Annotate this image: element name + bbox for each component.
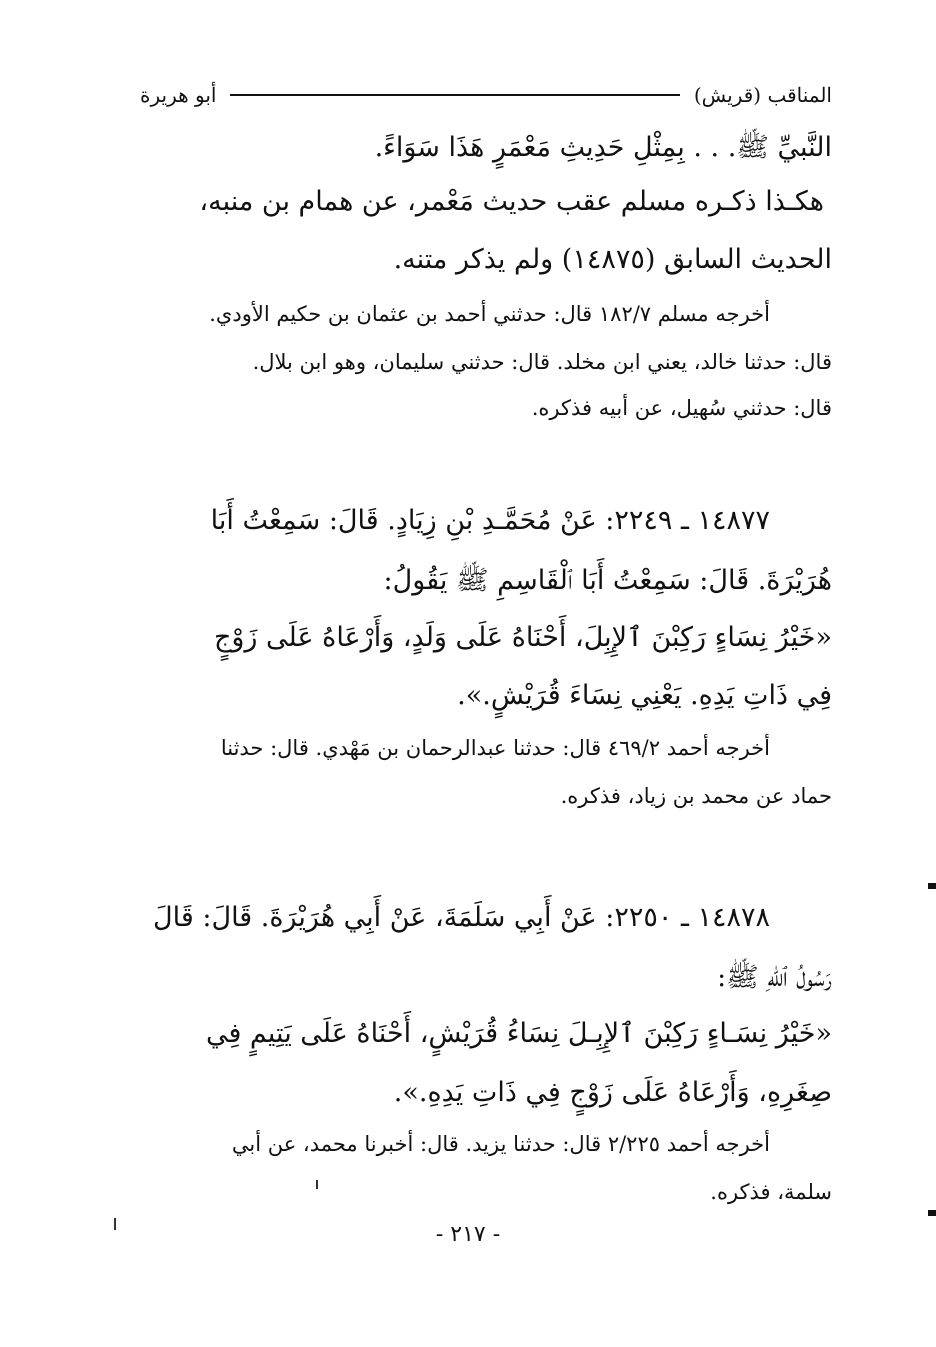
text-line: صِغَرِهِ، وَأَرْعَاهُ عَلَى زَوْجٍ فِي ذَاتِ يَدِهِ.».	[393, 1077, 832, 1108]
scan-speck	[316, 1180, 318, 1189]
footnote-line: أخرجه أحمد ٤٦٩/٢ قال: حدثنا عبدالرحمان بن مَهْدي. قال: حدثنا	[220, 736, 770, 760]
header-section-title: المناقب (قريش)	[693, 83, 832, 107]
running-header	[140, 78, 832, 112]
scan-edge-mark	[928, 1210, 936, 1216]
footnote-line: أخرجه أحمد ٢/٢٢٥ قال: حدثنا يزيد. قال: أخبرنا محمد، عن أبي	[231, 1132, 770, 1156]
header-narrator: أبو هريرة	[140, 83, 217, 107]
header-rule	[230, 94, 679, 96]
footnote-line: قال: حدثني سُهيل، عن أبيه فذكره.	[531, 396, 832, 420]
text-line: رَسُولُ ٱللهِ ﷺ:	[717, 962, 832, 993]
footnote-line: أخرجه مسلم ١٨٢/٧ قال: حدثني أحمد بن عثمان بن حكيم الأودي.	[209, 302, 770, 326]
hadith-heading-line: ١٤٨٧٨ ـ ٢٢٥٠: عَنْ أَبِي سَلَمَةَ، عَنْ أَبِي هُرَيْرَةَ. قَالَ: قَالَ	[153, 902, 770, 933]
footnote-line: قال: حدثنا خالد، يعني ابن مخلد. قال: حدثني سليمان، وهو ابن بلال.	[252, 350, 832, 374]
text-line: الحديث السابق (١٤٨٧٥) ولم يذكر متنه.	[393, 244, 832, 275]
scan-speck	[114, 1218, 116, 1230]
page-number: - ٢١٧ -	[435, 1222, 501, 1247]
text-line: «خَيْرُ نِسَـاءٍ رَكِبْنَ ٱلإِبِـلَ نِسَاءُ قُرَيْشٍ، أَحْنَاهُ عَلَى يَتِيمٍ فِي	[205, 1018, 832, 1049]
text-line: «خَيْرُ نِسَاءٍ رَكِبْنَ ٱلإِبِلَ، أَحْنَاهُ عَلَى وَلَدٍ، وَأَرْعَاهُ عَلَى زَوْجٍ	[213, 622, 832, 653]
footnote-line: سلمة، فذكره.	[710, 1180, 832, 1204]
text-line: هُرَيْرَةَ. قَالَ: سَمِعْتُ أَبَا ٱلْقَاسِمِ ﷺ يَقُولُ:	[383, 565, 832, 596]
hadith-heading-line: ١٤٨٧٧ ـ ٢٢٤٩: عَنْ مُحَمَّـدِ بْنِ زِيَادٍ. قَالَ: سَمِعْتُ أَبَا	[210, 505, 770, 536]
text-line: النَّبيِّ ﷺ. . . بِمِثْلِ حَدِيثِ مَعْمَرٍ هَذَا سَوَاءً.	[374, 132, 832, 163]
text-line: فِي ذَاتِ يَدِهِ. يَعْنِي نِسَاءَ قُرَيْشٍ.».	[457, 680, 832, 711]
text-line: هكـذا ذكـره مسلم عقب حديث مَعْمر، عن همام بن منبه،	[199, 186, 824, 217]
footnote-line: حماد عن محمد بن زياد، فذكره.	[560, 784, 832, 808]
scan-edge-mark	[928, 883, 936, 889]
